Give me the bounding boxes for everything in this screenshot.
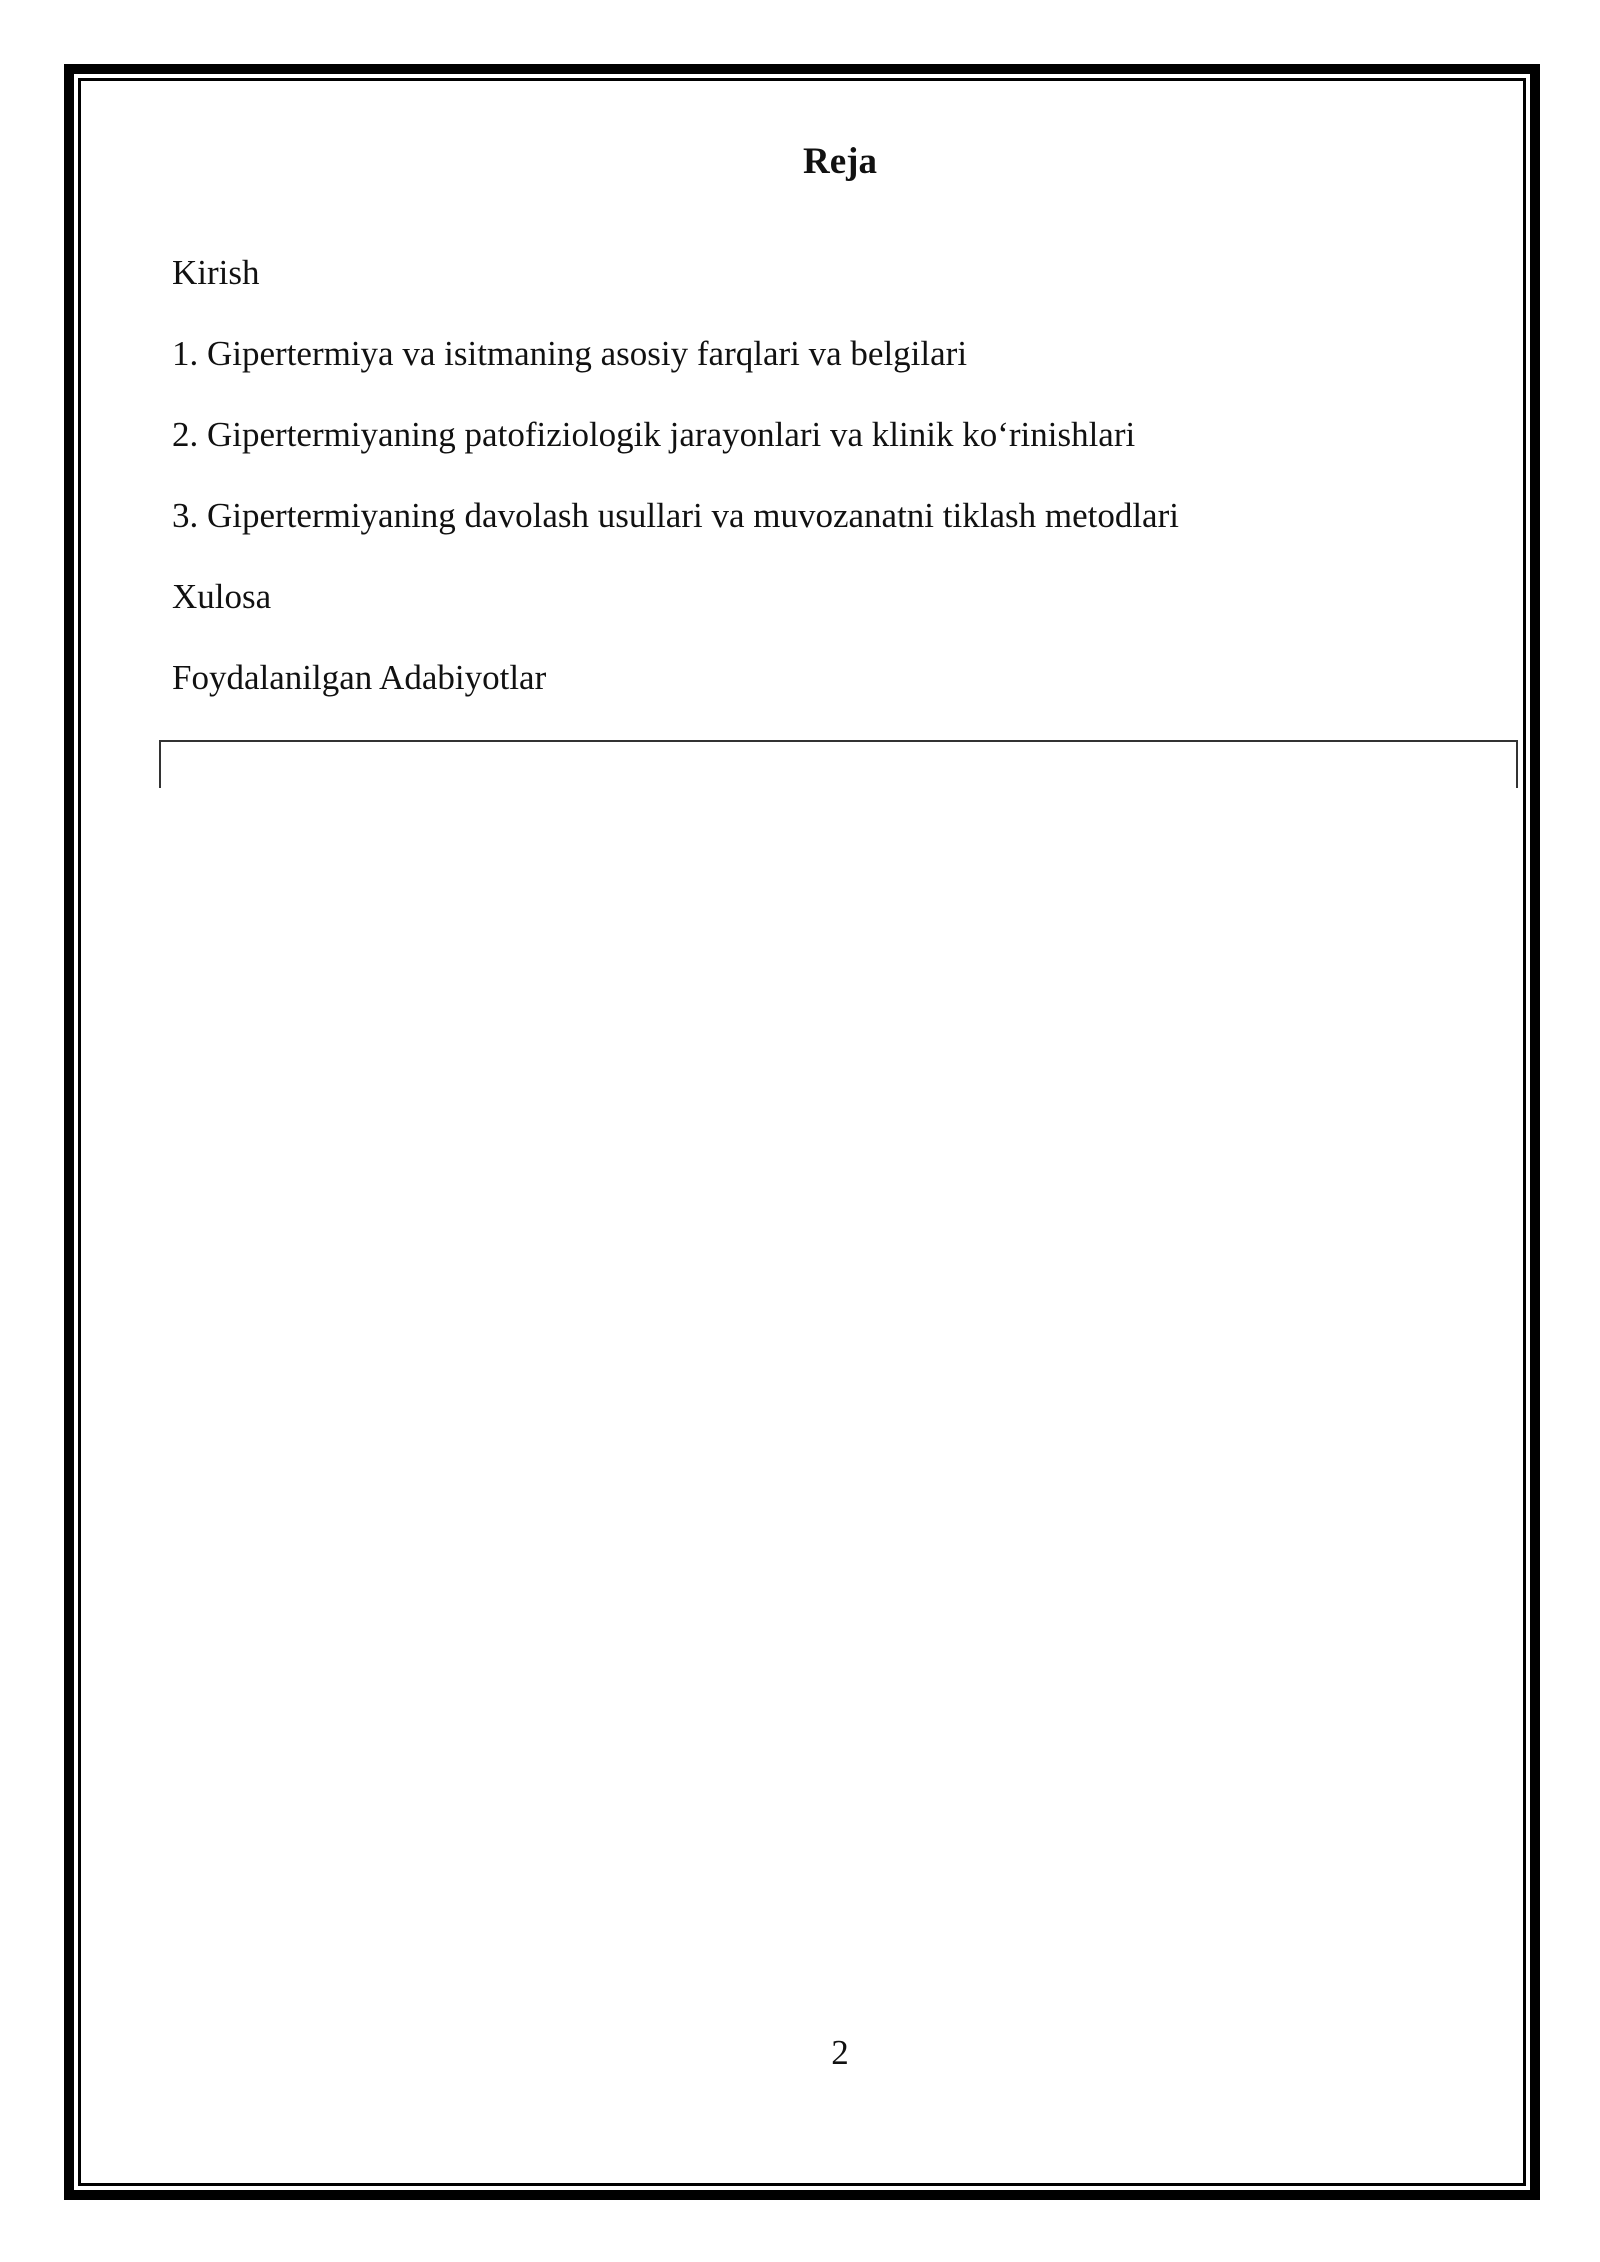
page-number: 2 xyxy=(831,2033,849,2072)
toc-item-section-1: 1. Gipertermiya va isitmaning asosiy farqlari va belgilari xyxy=(172,334,968,373)
empty-frame-box xyxy=(159,740,1518,788)
page-title: Reja xyxy=(803,141,877,182)
table-of-contents xyxy=(172,250,1512,736)
toc-item-intro: Kirish xyxy=(172,253,260,292)
toc-item-conclusion: Xulosa xyxy=(172,577,272,616)
toc-item-references: Foydalanilgan Adabiyotlar xyxy=(172,658,547,697)
toc-item-section-2: 2. Gipertermiyaning patofiziologik jarayonlari va klinik ko‘rinishlari xyxy=(172,415,1136,454)
toc-item-section-3: 3. Gipertermiyaning davolash usullari va muvozanatni tiklash metodlari xyxy=(172,496,1179,535)
